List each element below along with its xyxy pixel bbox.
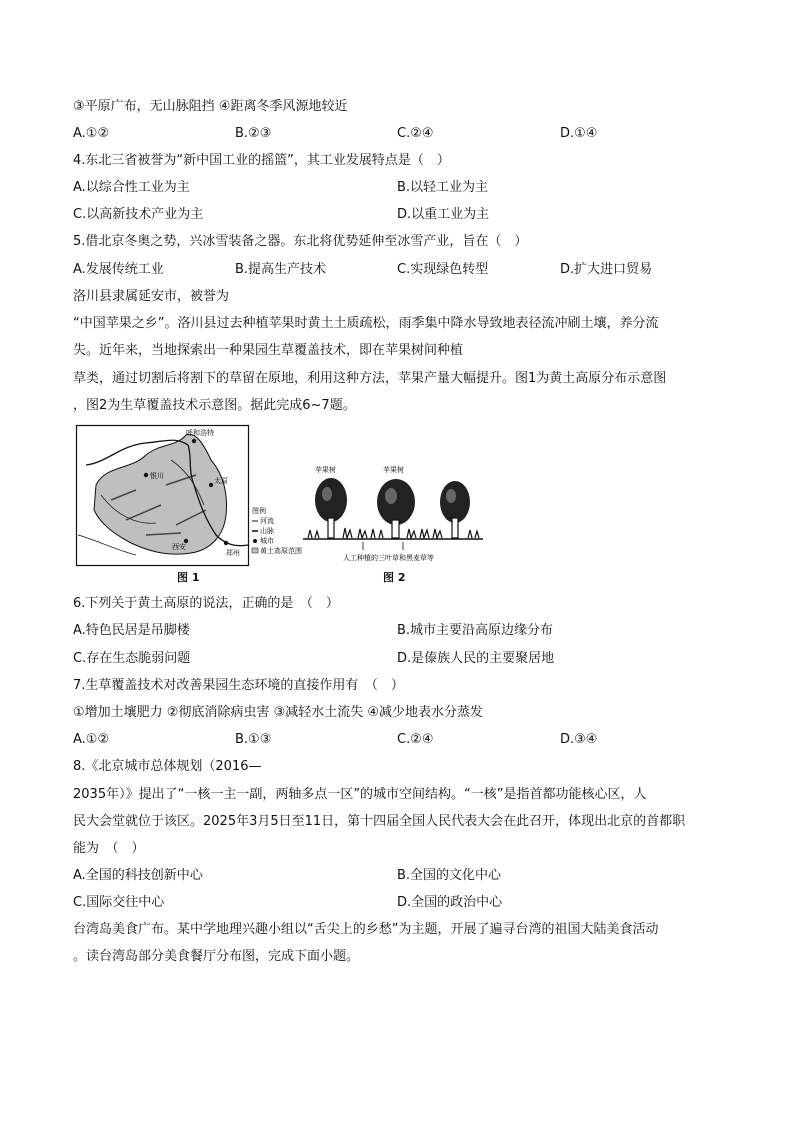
legend-river: 河流 bbox=[260, 517, 274, 525]
q6-option-a: A.特色民居是吊脚楼 bbox=[73, 623, 190, 638]
q6-option-b: B.城市主要沿高原边缘分布 bbox=[397, 623, 554, 638]
q8-option-c: C.国际交往中心 bbox=[73, 895, 165, 910]
passage2-line2: 。读台湾岛部分美食餐厅分布图，完成下面小题。 bbox=[73, 949, 360, 964]
map-label-city1: 银川 bbox=[150, 472, 164, 480]
q8-line1: 8.《北京城市总体规划（2016— bbox=[73, 759, 262, 774]
q5-option-b: B.提高生产技术 bbox=[235, 262, 327, 277]
passage2-line1: 台湾岛美食广布。某中学地理兴趣小组以“舌尖上的乡愁”为主题，开展了遍寻台湾的祖国大陆美食活动 bbox=[73, 922, 659, 937]
q7-items: ①增加土壤肥力 ②彻底消除病虫害 ③减轻水土流失 ④减少地表水分蒸发 bbox=[73, 705, 484, 720]
q7-option-d: D.③④ bbox=[560, 732, 598, 747]
q4-stem: 4.东北三省被誉为“新中国工业的摇篮”，其工业发展特点是（ ） bbox=[73, 153, 450, 168]
legend-plateau: 黄土高原范围 bbox=[260, 547, 302, 555]
q3-option-c: C.②④ bbox=[397, 126, 434, 141]
apple-tree-1 bbox=[315, 478, 347, 538]
loess-plateau-map bbox=[76, 425, 302, 567]
ground-label: 人工种植的三叶草和黑麦草等 bbox=[343, 554, 434, 562]
legend-city: 城市 bbox=[260, 537, 274, 545]
q3-option-b: B.②③ bbox=[235, 126, 272, 141]
map-label-city2: 太原 bbox=[214, 477, 228, 485]
apple-tree-3 bbox=[440, 481, 470, 538]
figure-2-caption: 图 2 bbox=[383, 571, 406, 584]
q7-option-a: A.①② bbox=[73, 732, 110, 747]
legend-mountain: 山脉 bbox=[260, 527, 274, 535]
figure-1-map bbox=[76, 425, 302, 571]
map-label-north: 呼和浩特 bbox=[186, 429, 214, 437]
passage1-line3: 失。近年来，当地探索出一种果园生草覆盖技术，即在苹果树间种植 bbox=[73, 343, 464, 358]
q8-line4: 能为 （ ） bbox=[73, 841, 145, 856]
q6-option-c: C.存在生态脆弱问题 bbox=[73, 651, 191, 666]
map-label-city4: 郑州 bbox=[226, 549, 240, 557]
q8-option-b: B.全国的文化中心 bbox=[397, 868, 502, 883]
q4-option-a: A.以综合性工业为主 bbox=[73, 180, 190, 195]
q7-option-b: B.①③ bbox=[235, 732, 272, 747]
tree-label-2: 苹果树 bbox=[383, 466, 404, 474]
q8-option-a: A.全国的科技创新中心 bbox=[73, 868, 203, 883]
q7-stem: 7.生草覆盖技术对改善果园生态环境的直接作用有 （ ） bbox=[73, 678, 404, 693]
q3-continuation: ③平原广布，无山脉阻挡 ④距离冬季风源地较近 bbox=[73, 99, 348, 114]
q5-option-d: D.扩大进口贸易 bbox=[560, 262, 653, 277]
q7-option-c: C.②④ bbox=[397, 732, 434, 747]
q6-stem: 6.下列关于黄土高原的说法，正确的是 （ ） bbox=[73, 596, 339, 611]
q3-option-d: D.①④ bbox=[560, 126, 598, 141]
q8-option-d: D.全国的政治中心 bbox=[397, 895, 503, 910]
q4-option-c: C.以高新技术产业为主 bbox=[73, 207, 204, 222]
grass-cover-diagram bbox=[303, 460, 483, 564]
q5-stem: 5.借北京冬奥之势，兴冰雪装备之器。东北将优势延伸至冰雪产业，旨在（ ） bbox=[73, 234, 528, 249]
passage1-line4: 草类，通过切割后将割下的草留在原地，利用这种方法，苹果产量大幅提升。图1为黄土高原分布示意图 bbox=[73, 371, 667, 386]
q4-option-d: D.以重工业为主 bbox=[397, 207, 490, 222]
passage1-line5: ，图2为生草覆盖技术示意图。据此完成6~7题。 bbox=[73, 398, 356, 413]
q6-option-d: D.是傣族人民的主要聚居地 bbox=[397, 651, 555, 666]
map-label-city3: 西安 bbox=[172, 543, 186, 551]
q3-option-a: A.①② bbox=[73, 126, 110, 141]
q5-option-c: C.实现绿色转型 bbox=[397, 262, 489, 277]
passage1-line2: “中国苹果之乡”。洛川县过去种植苹果时黄土土质疏松，雨季集中降水导致地表径流冲刷土壤，养分流 bbox=[73, 316, 659, 331]
tree-label-1: 苹果树 bbox=[315, 466, 336, 474]
legend-title: 图例 bbox=[252, 507, 266, 515]
figure-1-caption: 图 1 bbox=[177, 571, 200, 584]
figure-2-diagram bbox=[303, 460, 483, 568]
q8-line2: 2035年）》提出了“一核一主一副，两轴多点一区”的城市空间结构。“一核”是指首都功能核心区，人 bbox=[73, 787, 647, 802]
q5-option-a: A.发展传统工业 bbox=[73, 262, 164, 277]
passage1-line1: 洛川县隶属延安市，被誉为 bbox=[73, 289, 230, 304]
q8-line3: 民大会堂就位于该区。2025年3月5日至11日，第十四届全国人民代表大会在此召开，体现出北京的首都职 bbox=[73, 814, 686, 829]
q4-option-b: B.以轻工业为主 bbox=[397, 180, 489, 195]
